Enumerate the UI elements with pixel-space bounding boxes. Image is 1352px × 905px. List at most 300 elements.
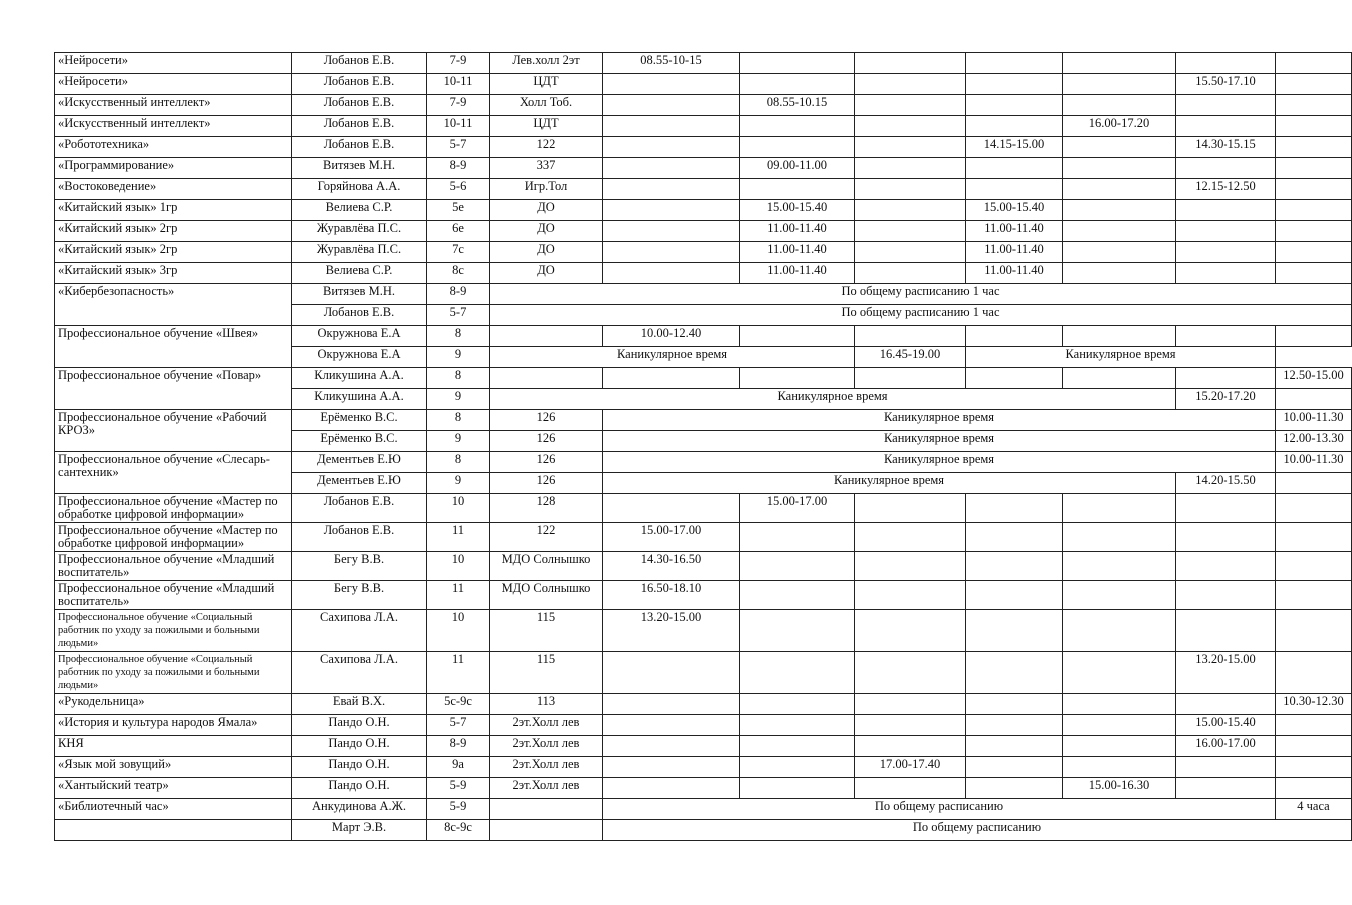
room-cell: МДО Солнышко bbox=[490, 552, 603, 581]
time-slot: 10.00-12.40 bbox=[603, 326, 740, 347]
room-cell: 115 bbox=[490, 610, 603, 652]
time-slot bbox=[1063, 368, 1176, 389]
time-slot bbox=[1176, 221, 1276, 242]
teacher-cell: Евай В.Х. bbox=[292, 694, 427, 715]
grade-cell: 5е bbox=[427, 200, 490, 221]
time-slot bbox=[966, 494, 1063, 523]
grade-cell: 5-7 bbox=[427, 137, 490, 158]
time-slot bbox=[855, 715, 966, 736]
time-slot: 11.00-11.40 bbox=[740, 242, 855, 263]
time-slot: 15.00-15.40 bbox=[1176, 715, 1276, 736]
room-cell: 337 bbox=[490, 158, 603, 179]
teacher-cell: Велиева С.Р. bbox=[292, 200, 427, 221]
time-slot bbox=[603, 736, 740, 757]
time-slot bbox=[1276, 581, 1352, 610]
general-schedule-note: По общему расписанию bbox=[603, 820, 1352, 841]
table-row bbox=[55, 158, 1352, 179]
room-cell: Холл Тоб. bbox=[490, 95, 603, 116]
grade-cell: 5-6 bbox=[427, 179, 490, 200]
grade-cell: 7с bbox=[427, 242, 490, 263]
time-slot bbox=[1276, 736, 1352, 757]
time-slot bbox=[740, 552, 855, 581]
time-slot bbox=[740, 778, 855, 799]
time-slot bbox=[1276, 116, 1352, 137]
time-slot bbox=[855, 158, 966, 179]
teacher-cell: Кликушина А.А. bbox=[292, 389, 427, 410]
time-slot bbox=[966, 179, 1063, 200]
room-cell: ДО bbox=[490, 221, 603, 242]
grade-cell: 8-9 bbox=[427, 284, 490, 305]
activity-name: «Востоковедение» bbox=[55, 179, 292, 200]
vacation-note: Каникулярное время bbox=[603, 473, 1176, 494]
table-row bbox=[55, 242, 1352, 263]
time-slot bbox=[740, 137, 855, 158]
room-cell: ЦДТ bbox=[490, 74, 603, 95]
time-slot: 15.50-17.10 bbox=[1176, 74, 1276, 95]
table-row bbox=[55, 53, 1352, 74]
time-slot bbox=[1176, 581, 1276, 610]
room-cell: 126 bbox=[490, 452, 603, 473]
room-cell: 2эт.Холл лев bbox=[490, 757, 603, 778]
time-slot bbox=[855, 694, 966, 715]
time-slot bbox=[855, 95, 966, 116]
teacher-cell: Ерёменко В.С. bbox=[292, 410, 427, 431]
time-slot bbox=[1276, 715, 1352, 736]
vacation-note: Каникулярное время bbox=[490, 347, 855, 368]
time-slot bbox=[1276, 473, 1352, 494]
time-slot bbox=[855, 263, 966, 284]
activity-name: «Китайский язык» 1гр bbox=[55, 200, 292, 221]
time-slot bbox=[603, 652, 740, 694]
general-schedule-note: По общему расписанию bbox=[603, 799, 1276, 820]
time-slot bbox=[1276, 221, 1352, 242]
activity-name: «Кибербезопасность» bbox=[55, 284, 292, 326]
time-slot bbox=[1063, 610, 1176, 652]
table-row bbox=[55, 799, 1352, 820]
time-slot: 13.20-15.00 bbox=[603, 610, 740, 652]
time-slot bbox=[1276, 200, 1352, 221]
activity-name: Профессиональное обучение «Швея» bbox=[55, 326, 292, 368]
table-row bbox=[55, 95, 1352, 116]
table-row bbox=[55, 494, 1352, 523]
time-slot: 14.30-16.50 bbox=[603, 552, 740, 581]
time-slot bbox=[740, 715, 855, 736]
grade-cell: 9 bbox=[427, 431, 490, 452]
time-slot bbox=[603, 778, 740, 799]
time-slot bbox=[855, 179, 966, 200]
activity-name: «Искусственный интеллект» bbox=[55, 95, 292, 116]
time-slot: 09.00-11.00 bbox=[740, 158, 855, 179]
time-slot bbox=[1276, 263, 1352, 284]
activity-name: «Язык мой зовущий» bbox=[55, 757, 292, 778]
time-slot bbox=[855, 53, 966, 74]
time-slot bbox=[1063, 581, 1176, 610]
time-slot bbox=[966, 158, 1063, 179]
teacher-cell: Лобанов Е.В. bbox=[292, 116, 427, 137]
teacher-cell: Сахипова Л.А. bbox=[292, 610, 427, 652]
grade-cell: 8-9 bbox=[427, 736, 490, 757]
time-slot bbox=[1276, 523, 1352, 552]
teacher-cell: Бегу В.В. bbox=[292, 552, 427, 581]
grade-cell: 8 bbox=[427, 368, 490, 389]
time-slot bbox=[603, 137, 740, 158]
time-slot bbox=[603, 200, 740, 221]
time-slot bbox=[603, 179, 740, 200]
room-cell: ДО bbox=[490, 263, 603, 284]
grade-cell: 10 bbox=[427, 610, 490, 652]
teacher-cell: Бегу В.В. bbox=[292, 581, 427, 610]
time-slot bbox=[966, 74, 1063, 95]
time-slot bbox=[1063, 179, 1176, 200]
teacher-cell: Окружнова Е.А bbox=[292, 326, 427, 347]
time-slot bbox=[1063, 326, 1176, 347]
table-row bbox=[55, 284, 1352, 305]
table-row bbox=[55, 736, 1352, 757]
time-slot: 15.00-16.30 bbox=[1063, 778, 1176, 799]
grade-cell: 11 bbox=[427, 652, 490, 694]
activity-name: Профессиональное обучение «Социальный работник по уходу за пожилыми и больными людьми» bbox=[55, 652, 292, 694]
time-slot bbox=[966, 581, 1063, 610]
time-slot: 12.15-12.50 bbox=[1176, 179, 1276, 200]
grade-cell: 8-9 bbox=[427, 158, 490, 179]
activity-name: «Рукодельница» bbox=[55, 694, 292, 715]
table-row bbox=[55, 581, 1352, 610]
time-slot bbox=[1176, 53, 1276, 74]
time-slot bbox=[855, 326, 966, 347]
time-slot bbox=[740, 179, 855, 200]
room-cell: 2эт.Холл лев bbox=[490, 715, 603, 736]
teacher-cell: Пандо О.Н. bbox=[292, 757, 427, 778]
teacher-cell: Лобанов Е.В. bbox=[292, 137, 427, 158]
time-slot bbox=[1063, 53, 1176, 74]
time-slot bbox=[1176, 368, 1276, 389]
time-slot bbox=[1276, 74, 1352, 95]
time-slot bbox=[740, 368, 855, 389]
time-slot bbox=[966, 757, 1063, 778]
time-slot bbox=[855, 200, 966, 221]
activity-name: Профессиональное обучение «Социальный работник по уходу за пожилыми и больными людьми» bbox=[55, 610, 292, 652]
merged-schedule-note: По общему расписанию 1 час bbox=[490, 305, 1352, 326]
time-slot bbox=[1176, 242, 1276, 263]
table-row bbox=[55, 523, 1352, 552]
teacher-cell: Кликушина А.А. bbox=[292, 368, 427, 389]
room-cell: 126 bbox=[490, 473, 603, 494]
time-slot bbox=[740, 694, 855, 715]
time-slot bbox=[1276, 389, 1352, 410]
time-slot bbox=[1063, 736, 1176, 757]
time-slot bbox=[1276, 158, 1352, 179]
time-slot bbox=[1063, 200, 1176, 221]
time-slot: 08.55-10-15 bbox=[603, 53, 740, 74]
time-slot bbox=[1276, 778, 1352, 799]
time-slot bbox=[1176, 610, 1276, 652]
teacher-cell: Март Э.В. bbox=[292, 820, 427, 841]
time-slot bbox=[1276, 652, 1352, 694]
time-slot bbox=[1063, 694, 1176, 715]
activity-name: «Китайский язык» 3гр bbox=[55, 263, 292, 284]
time-slot bbox=[966, 368, 1063, 389]
teacher-cell: Сахипова Л.А. bbox=[292, 652, 427, 694]
time-slot bbox=[603, 95, 740, 116]
room-cell: ДО bbox=[490, 200, 603, 221]
time-slot bbox=[1176, 694, 1276, 715]
room-cell: 126 bbox=[490, 431, 603, 452]
room-cell: 115 bbox=[490, 652, 603, 694]
activity-name: «Китайский язык» 2гр bbox=[55, 242, 292, 263]
room-cell bbox=[490, 326, 603, 347]
time-slot bbox=[1176, 757, 1276, 778]
table-row bbox=[55, 452, 1352, 473]
room-cell bbox=[490, 368, 603, 389]
grade-cell: 9 bbox=[427, 347, 490, 368]
time-slot bbox=[740, 53, 855, 74]
time-slot: 15.00-17.00 bbox=[740, 494, 855, 523]
teacher-cell: Лобанов Е.В. bbox=[292, 95, 427, 116]
time-slot bbox=[740, 581, 855, 610]
time-slot bbox=[855, 610, 966, 652]
time-slot bbox=[603, 757, 740, 778]
room-cell: 2эт.Холл лев bbox=[490, 736, 603, 757]
time-slot bbox=[740, 116, 855, 137]
time-slot bbox=[855, 137, 966, 158]
time-slot bbox=[966, 326, 1063, 347]
grade-cell: 8 bbox=[427, 452, 490, 473]
time-slot bbox=[1063, 74, 1176, 95]
time-slot: 13.20-15.00 bbox=[1176, 652, 1276, 694]
activity-name: Профессиональное обучение «Мастер по обработке цифровой информации» bbox=[55, 523, 292, 552]
time-slot: 08.55-10.15 bbox=[740, 95, 855, 116]
time-slot bbox=[603, 221, 740, 242]
teacher-cell: Лобанов Е.В. bbox=[292, 494, 427, 523]
activity-name: Профессиональное обучение «Младший воспитатель» bbox=[55, 581, 292, 610]
time-slot bbox=[855, 736, 966, 757]
time-slot: 12.00-13.30 bbox=[1276, 431, 1352, 452]
time-slot bbox=[603, 694, 740, 715]
time-slot bbox=[1063, 757, 1176, 778]
time-slot bbox=[855, 652, 966, 694]
vacation-note: Каникулярное время bbox=[490, 389, 1176, 410]
time-slot bbox=[603, 158, 740, 179]
grade-cell: 5-9 bbox=[427, 799, 490, 820]
teacher-cell: Журавлёва П.С. bbox=[292, 242, 427, 263]
time-slot bbox=[1276, 137, 1352, 158]
time-slot bbox=[1176, 158, 1276, 179]
grade-cell: 8 bbox=[427, 410, 490, 431]
table-row bbox=[55, 368, 1352, 389]
grade-cell: 5-9 bbox=[427, 778, 490, 799]
schedule-table bbox=[54, 52, 1352, 841]
table-row bbox=[55, 652, 1352, 694]
time-slot bbox=[966, 736, 1063, 757]
time-slot bbox=[855, 116, 966, 137]
table-row bbox=[55, 116, 1352, 137]
time-slot bbox=[1276, 610, 1352, 652]
time-slot: 15.20-17.20 bbox=[1176, 389, 1276, 410]
time-slot bbox=[740, 74, 855, 95]
activity-name: КНЯ bbox=[55, 736, 292, 757]
time-slot bbox=[1063, 242, 1176, 263]
table-row bbox=[55, 200, 1352, 221]
time-slot: 17.00-17.40 bbox=[855, 757, 966, 778]
grade-cell: 10 bbox=[427, 494, 490, 523]
time-slot bbox=[1176, 200, 1276, 221]
time-slot: 10.00-11.30 bbox=[1276, 410, 1352, 431]
activity-name: «История и культура народов Ямала» bbox=[55, 715, 292, 736]
time-slot bbox=[1276, 326, 1352, 347]
teacher-cell: Витязев М.Н. bbox=[292, 158, 427, 179]
time-slot bbox=[855, 552, 966, 581]
table-row bbox=[55, 410, 1352, 431]
time-slot: 16.45-19.00 bbox=[855, 347, 966, 368]
teacher-cell: Анкудинова А.Ж. bbox=[292, 799, 427, 820]
time-slot bbox=[1063, 652, 1176, 694]
grade-cell: 10 bbox=[427, 552, 490, 581]
time-slot bbox=[1176, 116, 1276, 137]
time-slot bbox=[1063, 137, 1176, 158]
time-slot bbox=[740, 326, 855, 347]
time-slot bbox=[1276, 242, 1352, 263]
time-slot: 14.30-15.15 bbox=[1176, 137, 1276, 158]
time-slot bbox=[1176, 778, 1276, 799]
activity-name: «Нейросети» bbox=[55, 53, 292, 74]
time-slot: 12.50-15.00 bbox=[1276, 368, 1352, 389]
table-row bbox=[55, 221, 1352, 242]
time-slot bbox=[603, 368, 740, 389]
grade-cell: 7-9 bbox=[427, 95, 490, 116]
room-cell: ДО bbox=[490, 242, 603, 263]
time-slot bbox=[603, 494, 740, 523]
grade-cell: 5-7 bbox=[427, 715, 490, 736]
activity-name: Профессиональное обучение «Рабочий КРОЗ» bbox=[55, 410, 292, 452]
teacher-cell: Дементьев Е.Ю bbox=[292, 452, 427, 473]
time-slot: 11.00-11.40 bbox=[740, 221, 855, 242]
vacation-note: Каникулярное время bbox=[603, 431, 1276, 452]
time-slot bbox=[855, 74, 966, 95]
time-slot bbox=[740, 652, 855, 694]
time-slot: 10.30-12.30 bbox=[1276, 694, 1352, 715]
vacation-note: Каникулярное время bbox=[603, 452, 1276, 473]
grade-cell: 9 bbox=[427, 389, 490, 410]
time-slot bbox=[855, 778, 966, 799]
hours-cell: 4 часа bbox=[1276, 799, 1352, 820]
teacher-cell: Велиева С.Р. bbox=[292, 263, 427, 284]
time-slot bbox=[966, 53, 1063, 74]
time-slot bbox=[740, 757, 855, 778]
vacation-note: Каникулярное время bbox=[966, 347, 1276, 368]
activity-name: Профессиональное обучение «Мастер по обработке цифровой информации» bbox=[55, 494, 292, 523]
grade-cell: 5-7 bbox=[427, 305, 490, 326]
activity-name: «Нейросети» bbox=[55, 74, 292, 95]
time-slot bbox=[966, 523, 1063, 552]
room-cell: 113 bbox=[490, 694, 603, 715]
grade-cell: 9 bbox=[427, 473, 490, 494]
time-slot bbox=[603, 242, 740, 263]
grade-cell: 6е bbox=[427, 221, 490, 242]
time-slot: 14.20-15.50 bbox=[1176, 473, 1276, 494]
time-slot bbox=[1063, 494, 1176, 523]
room-cell: МДО Солнышко bbox=[490, 581, 603, 610]
time-slot bbox=[966, 652, 1063, 694]
time-slot bbox=[1063, 221, 1176, 242]
activity-name: «Программирование» bbox=[55, 158, 292, 179]
room-cell bbox=[490, 820, 603, 841]
time-slot bbox=[1063, 263, 1176, 284]
teacher-cell: Пандо О.Н. bbox=[292, 715, 427, 736]
time-slot bbox=[855, 221, 966, 242]
time-slot: 14.15-15.00 bbox=[966, 137, 1063, 158]
table-row bbox=[55, 610, 1352, 652]
teacher-cell: Ерёменко В.С. bbox=[292, 431, 427, 452]
teacher-cell: Витязев М.Н. bbox=[292, 284, 427, 305]
teacher-cell: Лобанов Е.В. bbox=[292, 74, 427, 95]
activity-name: Профессиональное обучение «Младший воспитатель» bbox=[55, 552, 292, 581]
time-slot bbox=[855, 523, 966, 552]
time-slot bbox=[1276, 552, 1352, 581]
time-slot bbox=[740, 736, 855, 757]
time-slot bbox=[855, 581, 966, 610]
grade-cell: 8 bbox=[427, 326, 490, 347]
room-cell: ЦДТ bbox=[490, 116, 603, 137]
time-slot bbox=[1176, 494, 1276, 523]
time-slot bbox=[966, 715, 1063, 736]
time-slot bbox=[603, 74, 740, 95]
time-slot bbox=[740, 610, 855, 652]
room-cell: Лев.холл 2эт bbox=[490, 53, 603, 74]
time-slot bbox=[1063, 95, 1176, 116]
time-slot: 11.00-11.40 bbox=[966, 263, 1063, 284]
grade-cell: 8с-9с bbox=[427, 820, 490, 841]
time-slot bbox=[855, 494, 966, 523]
schedule-sheet bbox=[54, 52, 1344, 841]
grade-cell: 11 bbox=[427, 523, 490, 552]
time-slot bbox=[1063, 715, 1176, 736]
time-slot bbox=[1063, 523, 1176, 552]
time-slot bbox=[1276, 53, 1352, 74]
time-slot bbox=[1276, 494, 1352, 523]
room-cell: Игр.Тол bbox=[490, 179, 603, 200]
time-slot: 16.00-17.20 bbox=[1063, 116, 1176, 137]
time-slot: 15.00-15.40 bbox=[966, 200, 1063, 221]
time-slot bbox=[603, 263, 740, 284]
grade-cell: 9а bbox=[427, 757, 490, 778]
time-slot bbox=[1063, 552, 1176, 581]
time-slot bbox=[1176, 326, 1276, 347]
time-slot bbox=[966, 778, 1063, 799]
table-row bbox=[55, 137, 1352, 158]
time-slot: 15.00-17.00 bbox=[603, 523, 740, 552]
teacher-cell: Пандо О.Н. bbox=[292, 778, 427, 799]
table-row bbox=[55, 179, 1352, 200]
table-row bbox=[55, 326, 1352, 347]
grade-cell: 8с bbox=[427, 263, 490, 284]
time-slot bbox=[966, 552, 1063, 581]
time-slot: 10.00-11.30 bbox=[1276, 452, 1352, 473]
time-slot bbox=[1176, 552, 1276, 581]
time-slot bbox=[1276, 95, 1352, 116]
teacher-cell: Пандо О.Н. bbox=[292, 736, 427, 757]
table-row bbox=[55, 820, 1352, 841]
merged-schedule-note: По общему расписанию 1 час bbox=[490, 284, 1352, 305]
time-slot bbox=[1176, 523, 1276, 552]
teacher-cell: Лобанов Е.В. bbox=[292, 53, 427, 74]
time-slot bbox=[740, 523, 855, 552]
time-slot bbox=[1276, 757, 1352, 778]
room-cell: 126 bbox=[490, 410, 603, 431]
time-slot bbox=[966, 95, 1063, 116]
activity-name: «Робототехника» bbox=[55, 137, 292, 158]
time-slot bbox=[1176, 263, 1276, 284]
activity-name: «Хантыйский театр» bbox=[55, 778, 292, 799]
